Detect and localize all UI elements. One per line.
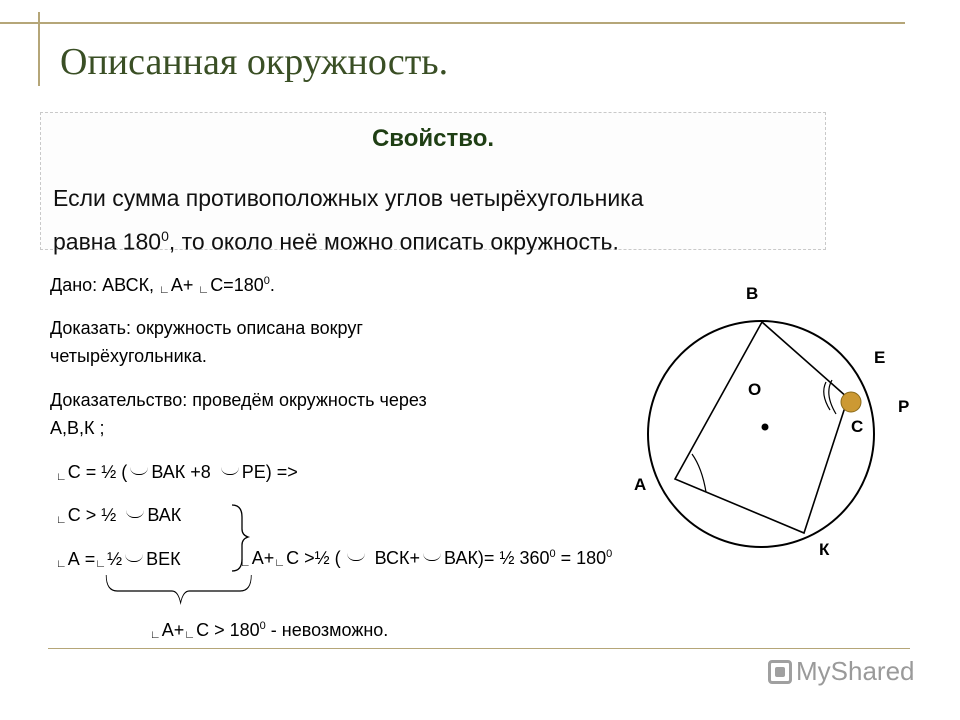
bottom-rule (48, 648, 910, 649)
left-rule (38, 12, 40, 86)
proof-line-2: А,В,К ; (50, 418, 105, 438)
label-a: А (634, 475, 647, 494)
label-b: В (746, 284, 759, 303)
slide-title: Описанная окружность. (60, 41, 449, 83)
label-o: О (748, 380, 762, 399)
quadrilateral (675, 322, 848, 533)
bottom-brace (106, 575, 251, 603)
arc-symbol (221, 467, 239, 475)
circumscribed-circle (648, 321, 874, 547)
top-rule (0, 22, 905, 24)
conclusion-line: ∟А+∟С > $180^0$ - невозможно. (150, 620, 389, 641)
prove-line-1: Доказать: окружность описана вокруг (50, 318, 363, 338)
label-p: Р (898, 397, 910, 416)
proof-step-3: ∟А =∟½ ВЕК (56, 549, 181, 570)
property-line-2: равна $180^0$, то около неё можно описать окружность. (53, 228, 619, 255)
braces (100, 495, 260, 615)
proof-step-1: ∟С = ½ ( ВАК +8 РЕ) => (56, 462, 298, 483)
label-k: К (819, 540, 830, 559)
circle-figure (630, 270, 910, 570)
arc-symbol (423, 553, 441, 561)
sum-line: ∟А+∟С >½ ( ВСК+ ВАК)= ½ $360^0 = 180^0$ (240, 548, 613, 569)
property-box (40, 112, 826, 255)
property-text (53, 179, 644, 261)
logo-icon (768, 660, 792, 684)
label-e: Е (874, 348, 886, 367)
center-point-o (762, 424, 769, 431)
property-line-1: Если сумма противоположных углов четырёхугольника (53, 185, 644, 211)
given-line: Дано: АВСК, ∟А+ $∟С=180^0$. (50, 275, 275, 296)
right-brace (232, 505, 248, 571)
watermark-logo: MyShared (768, 656, 915, 687)
prove-line-2: четырёхугольника. (50, 346, 207, 366)
arc-symbol (347, 553, 365, 561)
point-p (841, 392, 861, 412)
proof-line-1: Доказательство: проведём окружность через (50, 390, 427, 410)
arc-symbol (130, 467, 148, 475)
property-heading: Свойство. (371, 125, 495, 152)
label-c: С (851, 417, 864, 436)
proof-step-2: ∟С > ½ ВАК (56, 505, 182, 526)
